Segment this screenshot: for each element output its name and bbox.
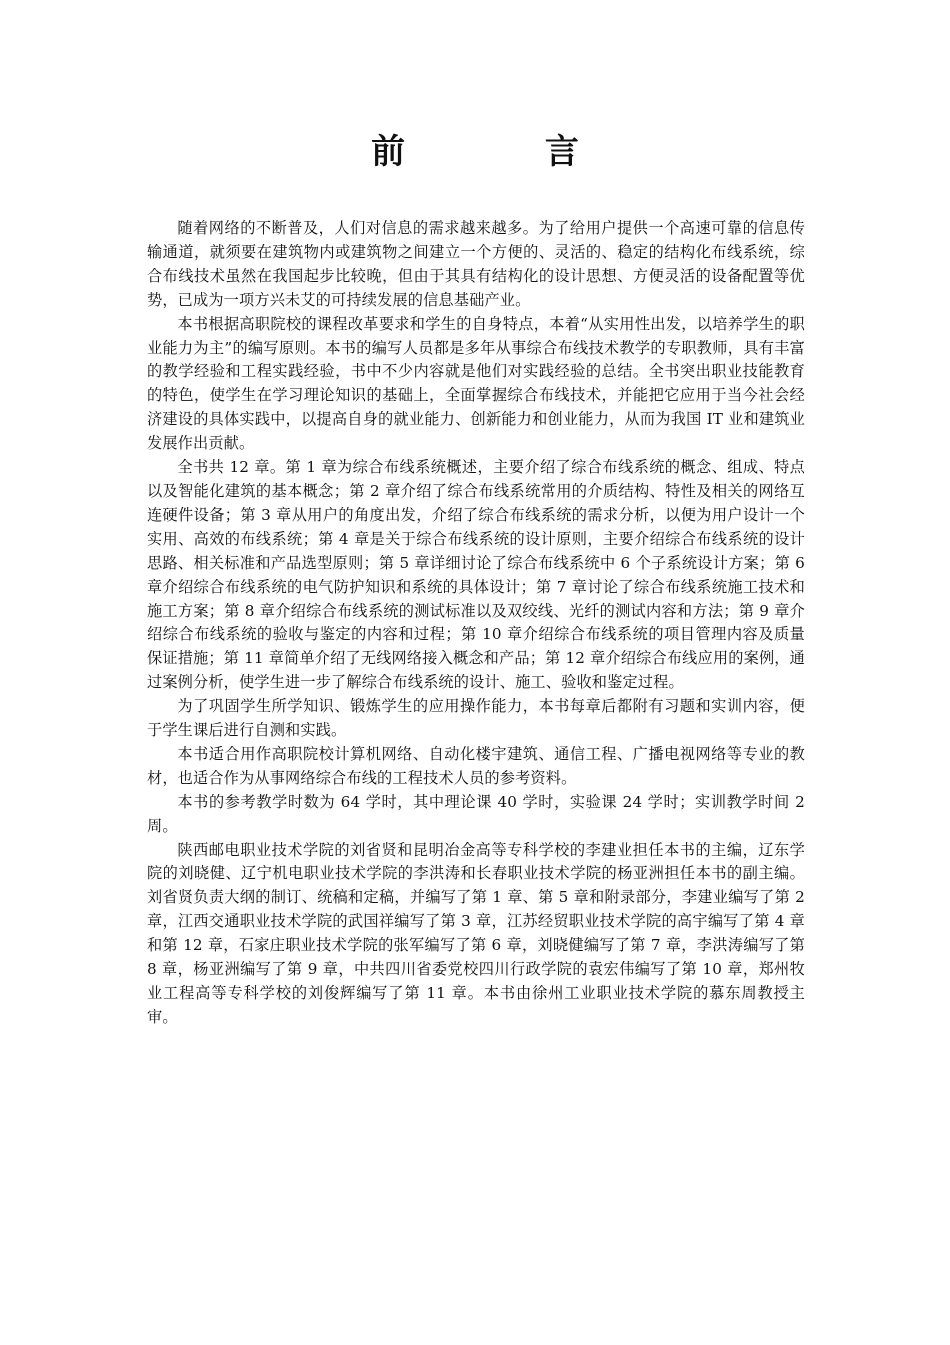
paragraph-6: 本书的参考教学时数为 64 学时，其中理论课 40 学时，实验课 24 学时；实训教学时间 2 周。	[147, 792, 805, 835]
paragraph-2: 本书根据高职院校的课程改革要求和学生的自身特点，本着“从实用性出发，以培养学生的职业能力为主”的编写原则。本书的编写人员都是多年从事综合布线技术教学的专职教师，具有丰富的教学经验和工程实践经验，书中不少内容就是他们对实践经验的总结。全书突出职业技能教育的特色，使学生在学习理论知识的基础上，全面掌握综合布线技术，并能把它应用于当今社会经济建设的具体实践中，以提高自身的就业能力、创新能力和创业能力，从而为我国 IT 业和建筑业发展作出贡献。	[147, 314, 805, 453]
paragraph-1: 随着网络的不断普及，人们对信息的需求越来越多。为了给用户提供一个高速可靠的信息传输通道，就须要在建筑物内或建筑物之间建立一个方便的、灵活的、稳定的结构化布线系统，综合布线技术虽然在我国起步比较晚，但由于其具有结构化的设计思想、方便灵活的设备配置等优势，已成为一项方兴未艾的可持续发展的信息基础产业。	[147, 219, 805, 309]
preface-body	[147, 217, 805, 1030]
paragraph-4: 为了巩固学生所学知识、锻炼学生的应用操作能力，本书每章后都附有习题和实训内容，便于学生课后进行自测和实践。	[147, 697, 805, 740]
paragraph-3: 全书共 12 章。第 1 章为综合布线系统概述，主要介绍了综合布线系统的概念、组成、特点以及智能化建筑的基本概念；第 2 章介绍了综合布线系统常用的介质结构、特性及相关的网络互连硬件设备；第 3 章从用户的角度出发，介绍了综合布线系统的需求分析，以便为用户设计一个实用、高效的布线系统；第 4 章是关于综合布线系统的设计原则，主要介绍综合布线系统的设计思路、相关标准和产品选型原则；第 5 章详细讨论了综合布线系统中 6 个子系统设计方案；第 6 章介绍综合布线系统的电气防护知识和系统的具体设计；第 7 章讨论了综合布线系统施工技术和施工方案；第 8 章介绍综合布线系统的测试标准以及双绞线、光纤的测试内容和方法；第 9 章介绍综合布线系统的验收与鉴定的内容和过程；第 10 章介绍综合布线系统的项目管理内容及质量保证措施；第 11 章简单介绍了无线网络接入概念和产品；第 12 章介绍综合布线应用的案例，通过案例分析，使学生进一步了解综合布线系统的设计、施工、验收和鉴定过程。	[147, 458, 805, 692]
paragraph-5: 本书适合用作高职院校计算机网络、自动化楼宇建筑、通信工程、广播电视网络等专业的教材，也适合作为从事网络综合布线的工程技术人员的参考资料。	[147, 744, 805, 787]
paragraph-7: 陕西邮电职业技术学院的刘省贤和昆明冶金高等专科学校的李建业担任本书的主编，辽东学院的刘晓健、辽宁机电职业技术学院的李洪涛和长春职业技术学院的杨亚洲担任本书的副主编。刘省贤负责大纲的制订、统稿和定稿，并编写了第 1 章、第 5 章和附录部分，李建业编写了第 2 章，江西交通职业技术学院的武国祥编写了第 3 章，江苏经贸职业技术学院的高宇编写了第 4 章和第 12 章，石家庄职业技术学院的张军编写了第 6 章，刘晓健编写了第 7 章，李洪涛编写了第 8 章，杨亚洲编写了第 9 章，中共四川省委党校四川行政学院的袁宏伟编写了第 10 章，郑州牧业工程高等专科学校的刘俊辉编写了第 11 章。本书由徐州工业职业技术学院的慕东周教授主审。	[147, 840, 805, 1026]
page-title: 前 言	[371, 132, 643, 172]
